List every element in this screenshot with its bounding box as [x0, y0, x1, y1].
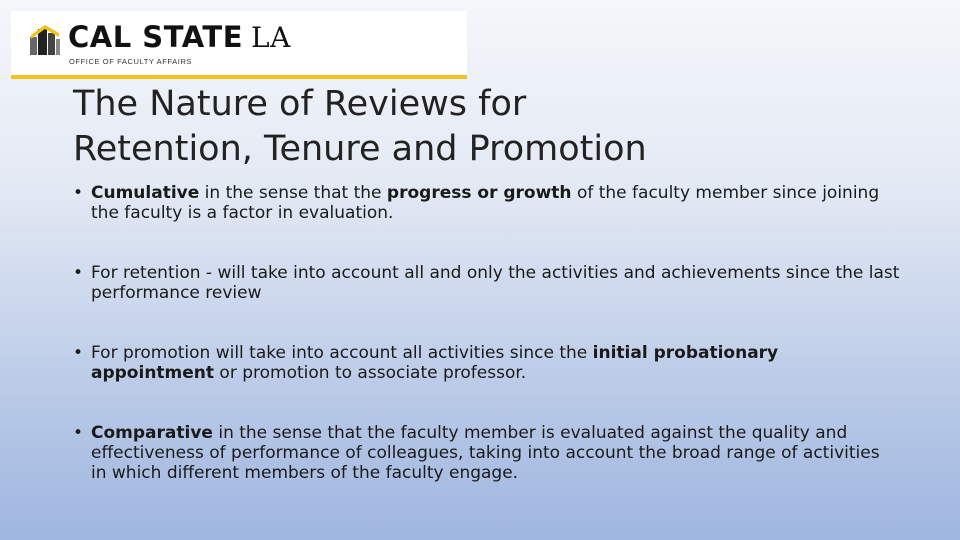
term-comparative: Comparative	[91, 423, 213, 443]
bullet-dot: •	[73, 263, 84, 283]
title-line-1: The Nature of Reviews for	[73, 84, 527, 124]
slide-title	[73, 82, 873, 172]
logo-la: LA	[251, 21, 291, 54]
bullet-retention: • For retention - will take into account all and only the activities and achievements since the last performance review	[73, 263, 900, 303]
header-logo	[11, 11, 467, 79]
bullet-comparative: • Comparative in the sense that the faculty member is evaluated against the quality and effectiveness of performance of colleagues, taking into account the broad range of activities in which different members of the faculty engage.	[73, 423, 880, 483]
logo-wordmark: CAL STATE LA	[68, 20, 291, 54]
bullet-dot: •	[73, 183, 84, 203]
term-cumulative: Cumulative	[91, 183, 200, 203]
bullet-dot: •	[73, 343, 84, 363]
bullet-list	[70, 183, 900, 483]
bullet-promotion: • For promotion will take into account all activities since the initial probationary appointment or promotion to associate professor.	[73, 343, 779, 383]
term-progress: progress or growth	[386, 183, 572, 203]
term-initial-appointment: initial probationary appointment	[91, 343, 779, 383]
building-skyline-icon	[29, 23, 61, 57]
title-line-2: Retention, Tenure and Promotion	[73, 129, 647, 169]
bullet-dot: •	[73, 423, 84, 443]
logo-subtitle: OFFICE OF FACULTY AFFAIRS	[69, 57, 193, 66]
bullet-cumulative: • Cumulative in the sense that the progress or growth of the faculty member since joining the faculty is a factor in evaluation.	[73, 183, 880, 223]
